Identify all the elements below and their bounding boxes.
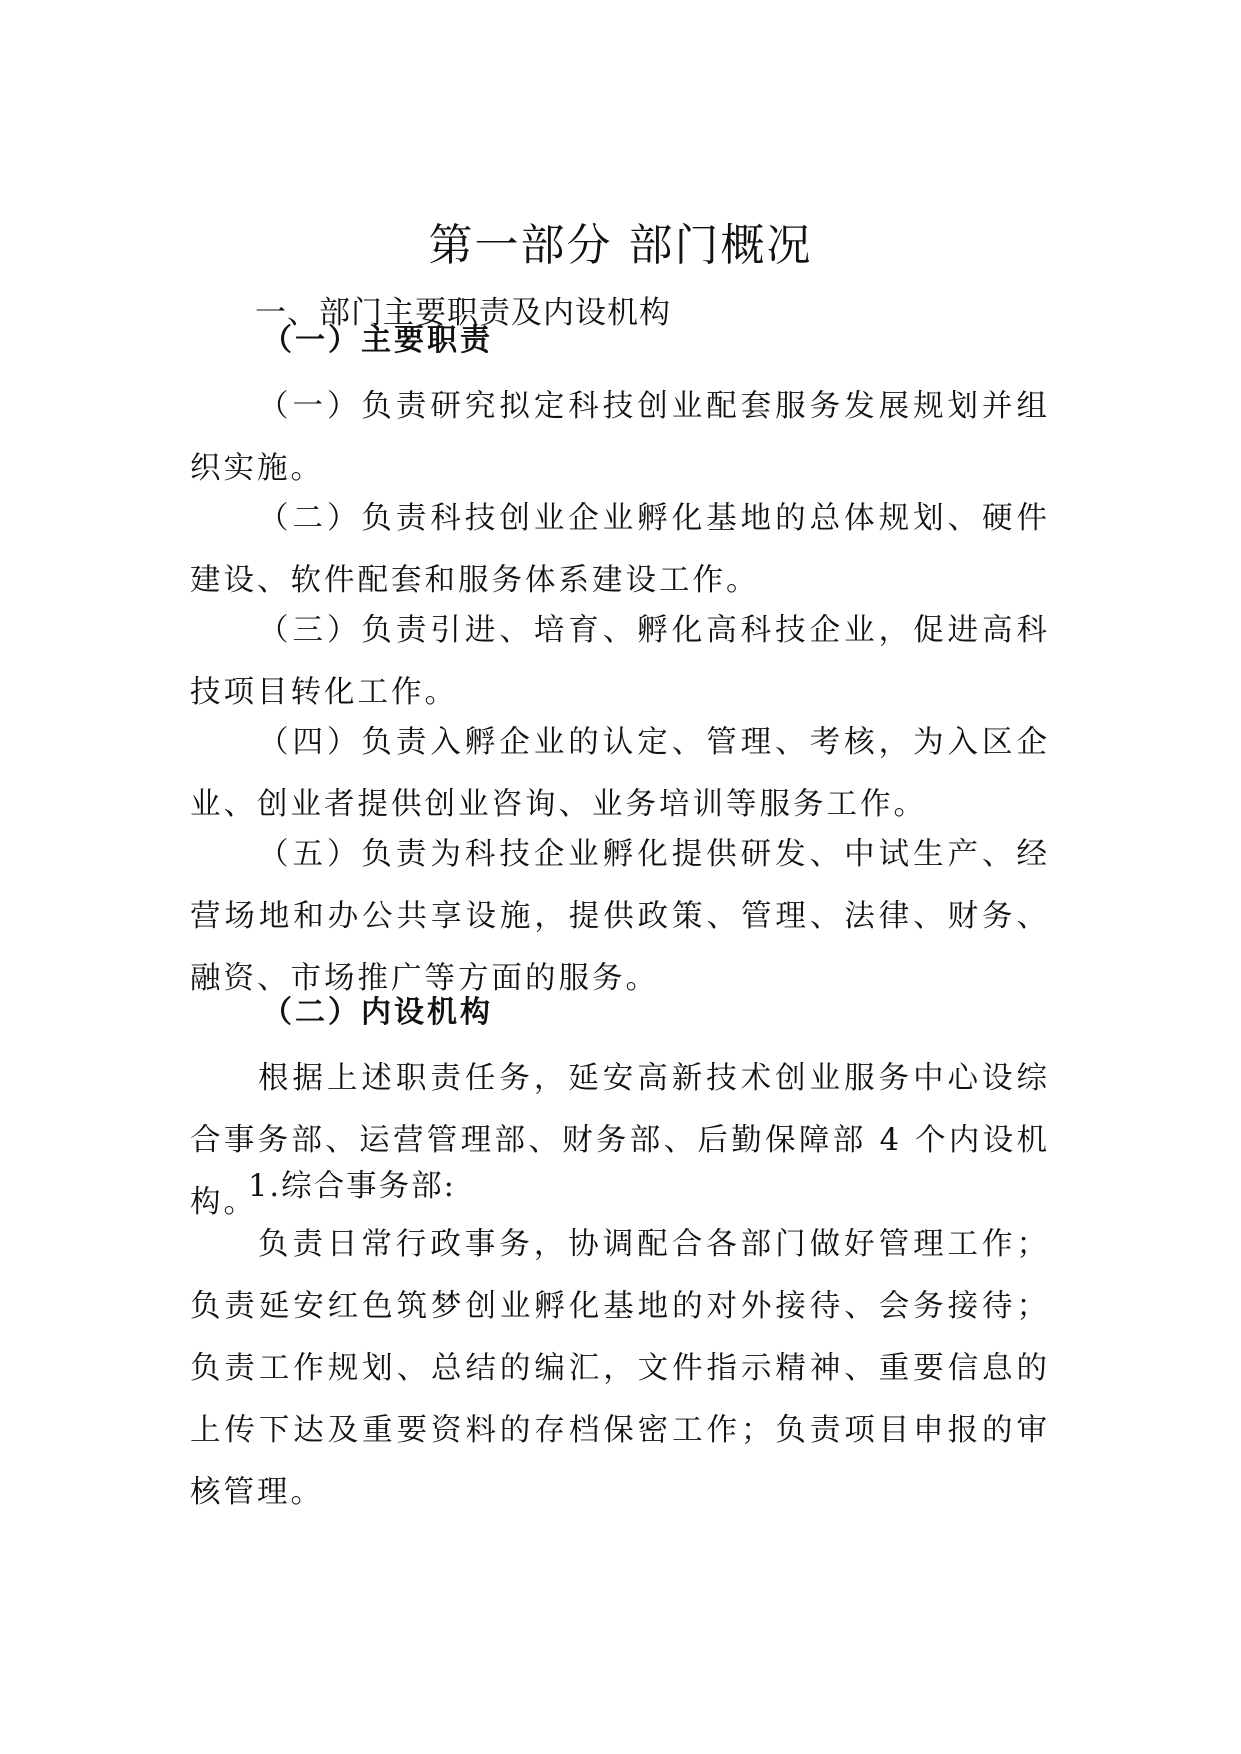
subsection-heading-duties: （一）主要职责 xyxy=(262,323,493,358)
dept1-description: 负责日常行政事务，协调配合各部门做好管理工作；负责延安红色筑梦创业孵化基地的对外接待、会务接待；负责工作规划、总结的编汇，文件指示精神、重要信息的上传下达及重要资料的存档保密工作；负责项目申报的审核管理。 xyxy=(190,1227,1050,1510)
duty-paragraph-4: （四）负责入孵企业的认定、管理、考核，为入区企业、创业者提供创业咨询、业务培训等服务工作。 xyxy=(190,725,1050,822)
section-heading: 一、部门主要职责及内设机构 xyxy=(255,295,671,331)
duty-paragraph-1: （一）负责研究拟定科技创业配套服务发展规划并组织实施。 xyxy=(190,389,1050,486)
dept1-label: 1.综合事务部: xyxy=(248,1169,456,1204)
page-title: 第一部分 部门概况 xyxy=(428,220,813,271)
duty-paragraph-2: （二）负责科技创业企业孵化基地的总体规划、硬件建设、软件配套和服务体系建设工作。 xyxy=(190,501,1050,598)
subsection-heading-structure: （二）内设机构 xyxy=(262,995,493,1030)
structure-intro-paragraph: 根据上述职责任务，延安高新技术创业服务中心设综合事务部、运营管理部、财务部、后勤保障部 4 个内设机构。 xyxy=(190,1061,1050,1220)
duty-paragraph-5: （五）负责为科技企业孵化提供研发、中试生产、经营场地和办公共享设施，提供政策、管理、法律、财务、融资、市场推广等方面的服务。 xyxy=(190,837,1050,996)
duty-paragraph-3: （三）负责引进、培育、孵化高科技企业，促进高科技项目转化工作。 xyxy=(190,613,1050,710)
